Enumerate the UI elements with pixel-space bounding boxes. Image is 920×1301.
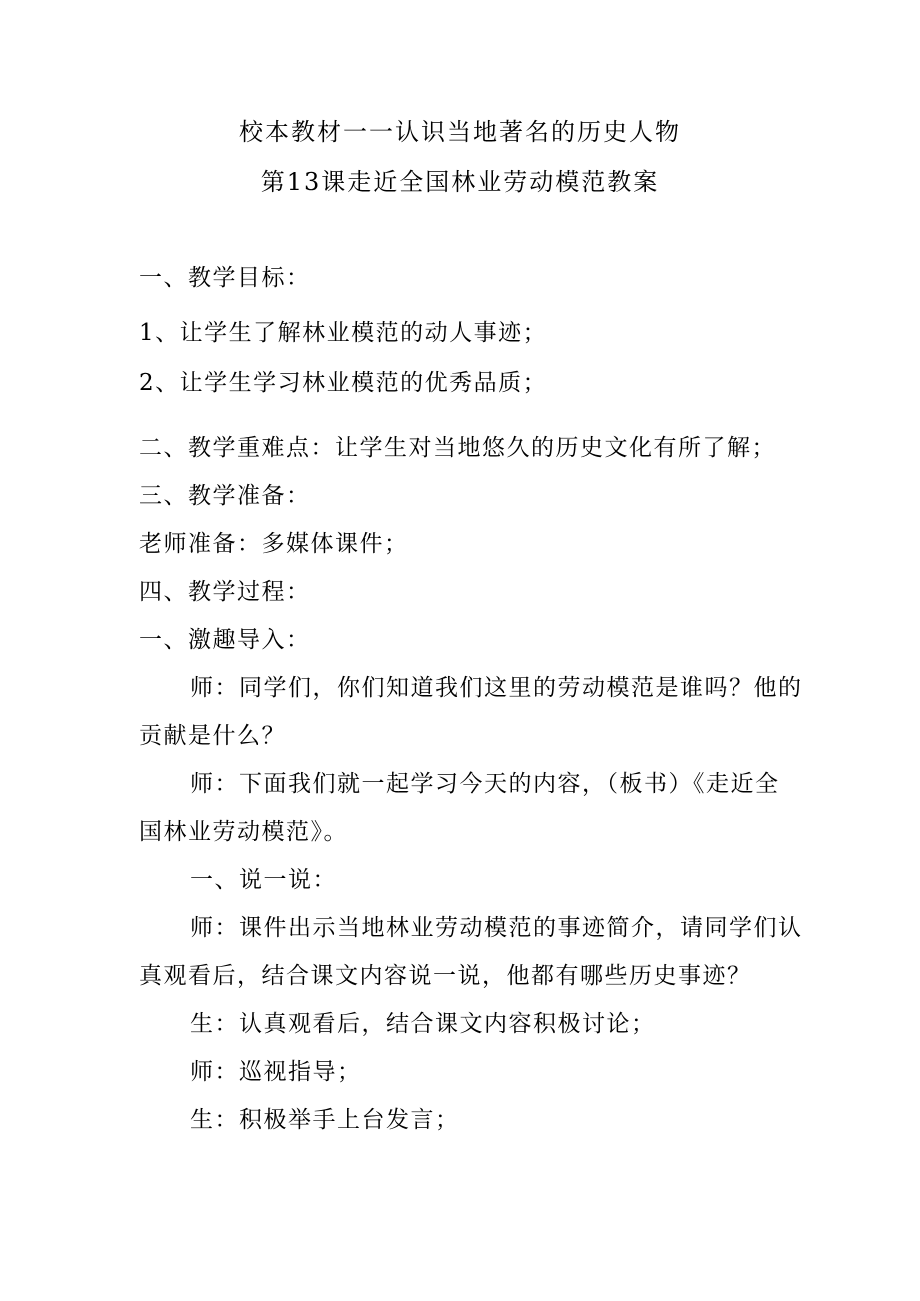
document-title-line-1: 校本教材一一认识当地著名的历史人物: [239, 118, 681, 146]
section-heading-preparation: 三、教学准备：: [139, 483, 311, 509]
teacher-question-2-line-1: 师：下面我们就一起学习今天的内容，（板书）《走近全: [190, 771, 780, 797]
intro-heading: 一、激趣导入：: [139, 627, 311, 653]
goal-item-1: 1、让学生了解林业模范的动人事迹；: [139, 320, 548, 346]
teacher-question-2-line-2: 国林业劳动模范》。: [139, 819, 348, 845]
section-heading-goals: 一、教学目标：: [139, 265, 311, 291]
section-heading-process: 四、教学过程：: [139, 579, 311, 605]
teacher-question-1-line-1: 师：同学们，你们知道我们这里的劳动模范是谁吗？他的: [190, 675, 803, 701]
teacher-guidance: 师：巡视指导；: [190, 1059, 362, 1085]
goal-item-2: 2、让学生学习林业模范的优秀品质；: [139, 370, 548, 396]
teacher-task-line-1: 师：课件出示当地林业劳动模范的事迹简介，请同学们认: [190, 915, 803, 941]
teacher-question-1-line-2: 贡献是什么？: [139, 723, 286, 749]
teacher-preparation: 老师准备：多媒体课件；: [139, 531, 409, 557]
activity-heading: 一、说一说：: [190, 867, 337, 893]
document-title-line-2: 第13课走近全国林业劳动模范教案: [260, 168, 660, 196]
teacher-task-line-2: 真观看后，结合课文内容说一说，他都有哪些历史事迹？: [139, 963, 752, 989]
student-speaking: 生：积极举手上台发言；: [190, 1107, 460, 1133]
student-discussion: 生：认真观看后，结合课文内容积极讨论；: [190, 1011, 656, 1037]
section-key-points: 二、教学重难点：让学生对当地悠久的历史文化有所了解；: [139, 435, 776, 461]
